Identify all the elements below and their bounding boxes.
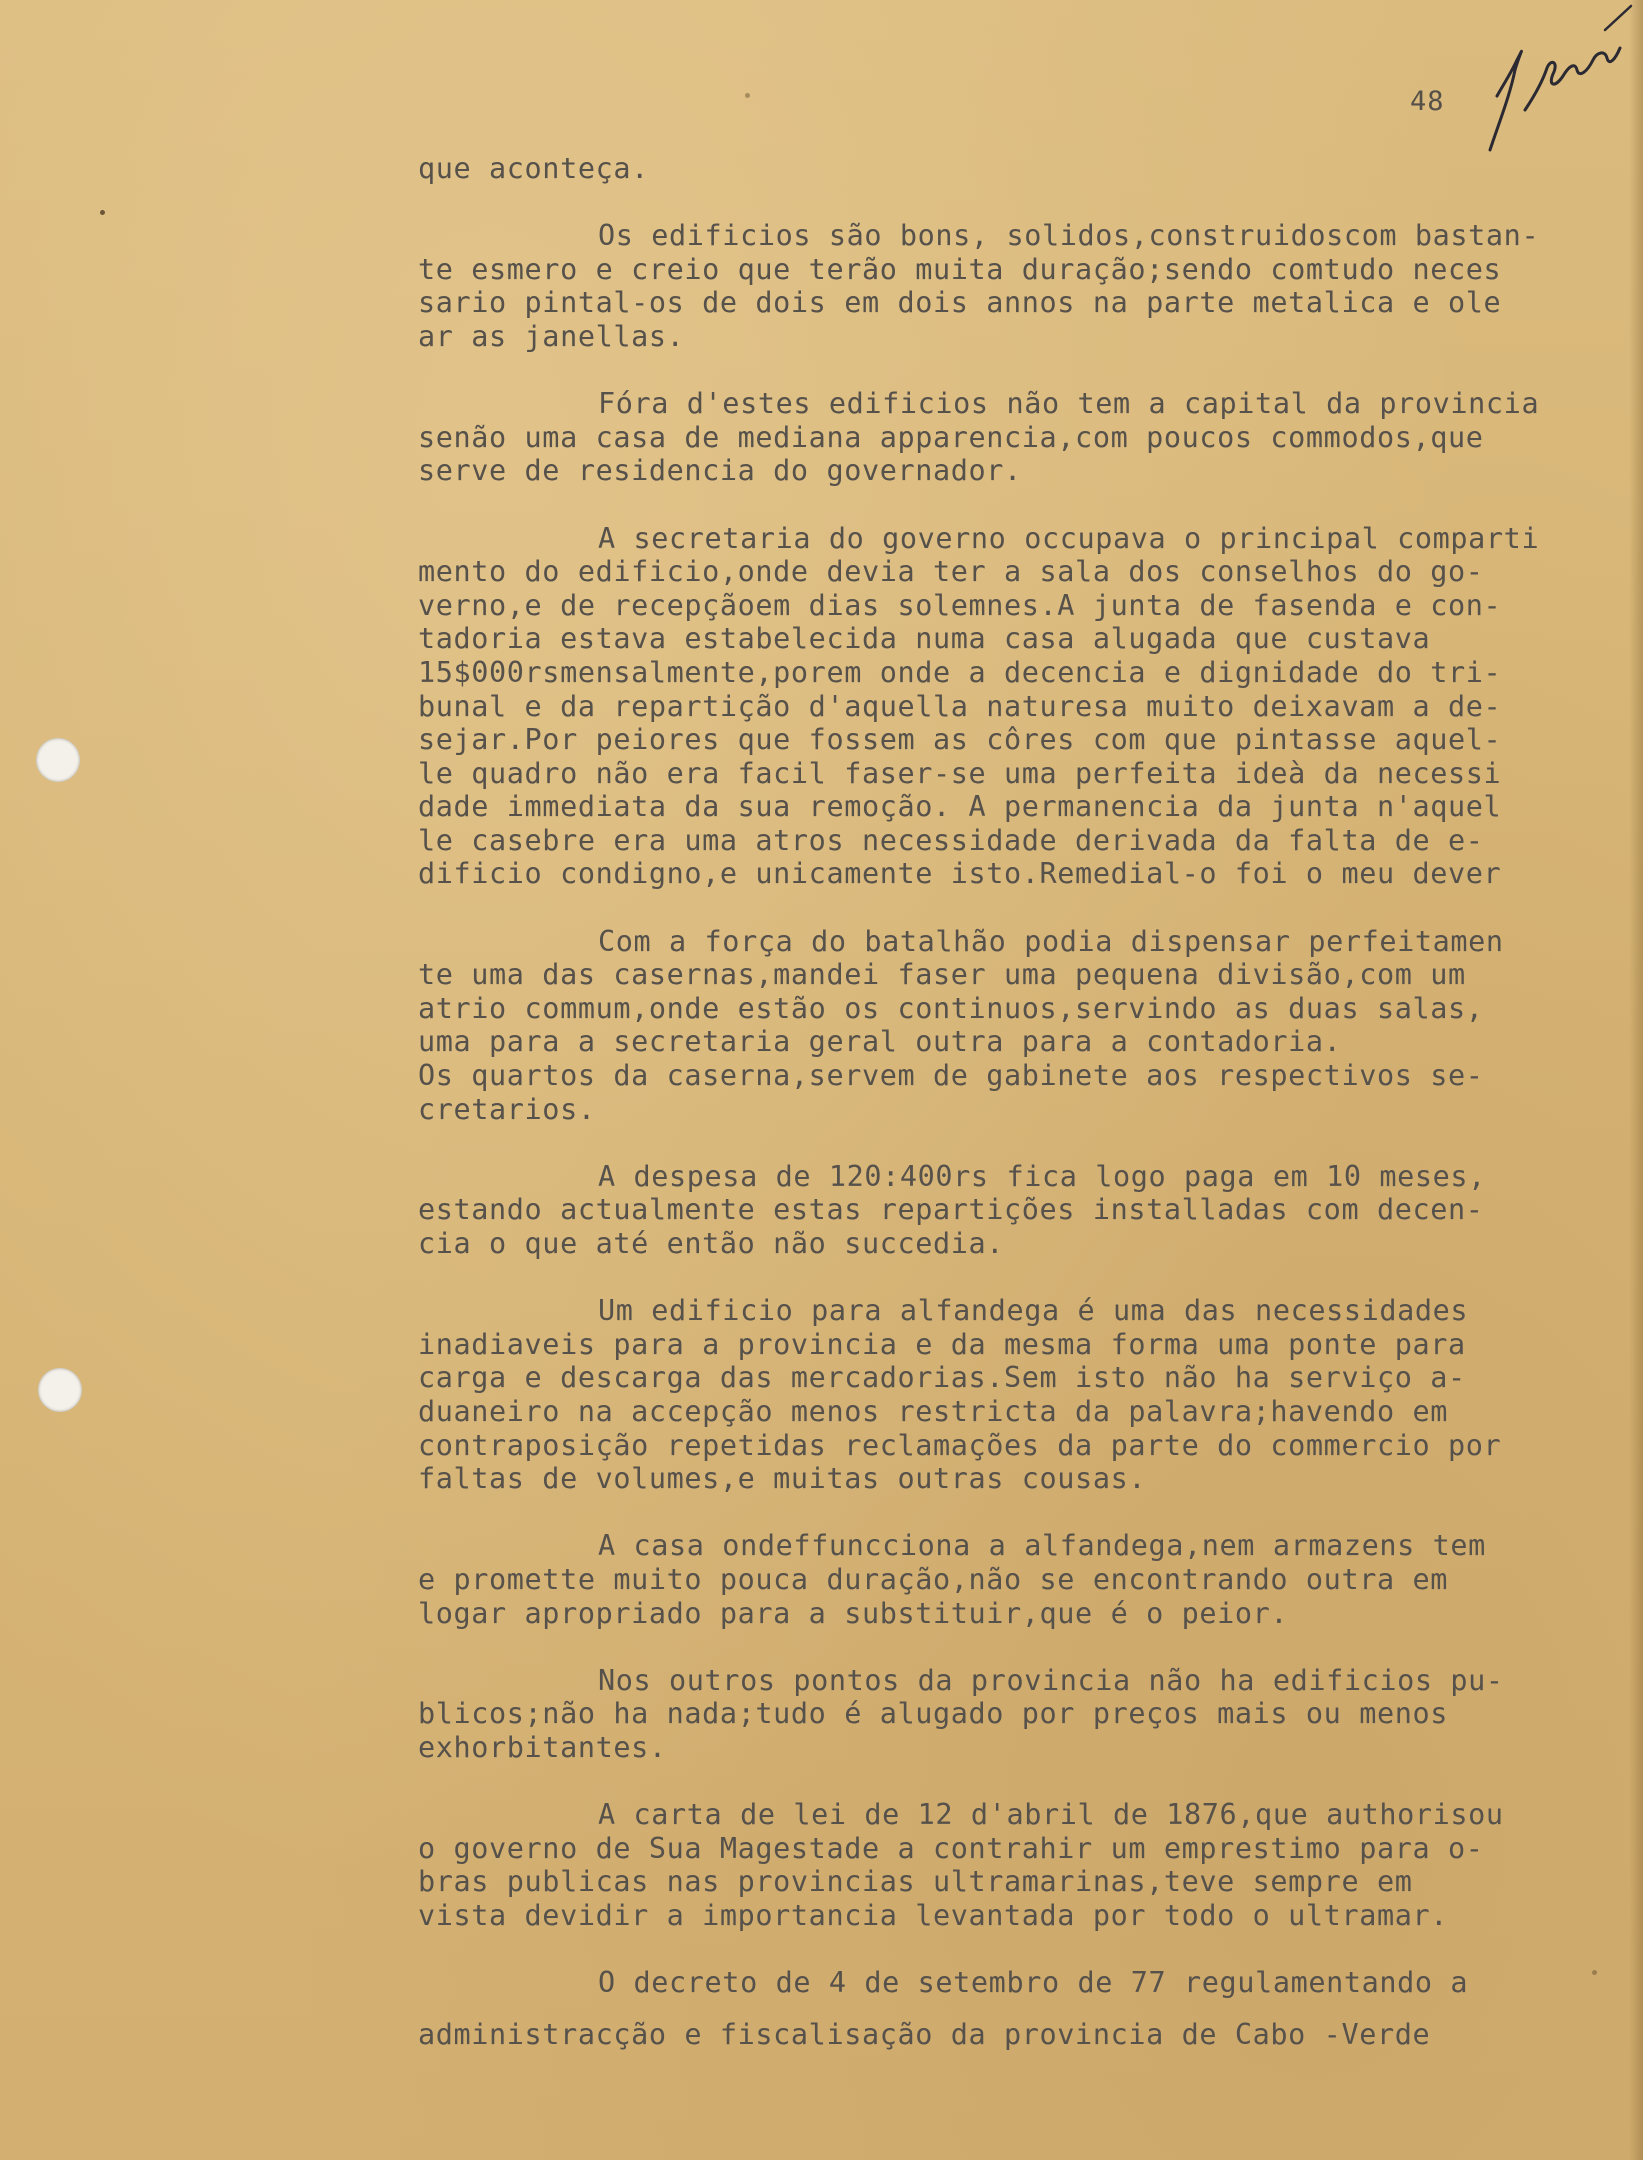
text-line: le quadro não era facil faser-se uma perfeita ideà da necessi	[418, 756, 1502, 790]
text-line: e promette muito pouca duração,não se encontrando outra em	[418, 1562, 1448, 1596]
paragraph	[418, 1664, 1633, 1765]
text-line: Um edificio para alfandega é uma das necessidades	[598, 1294, 1469, 1328]
text-line: duaneiro na accepção menos restricta da palavra;havendo em	[418, 1394, 1448, 1428]
text-line: dificio condigno,e unicamente isto.Remedial-o foi o meu dever	[418, 857, 1502, 891]
text-line: A carta de lei de 12 d'abril de 1876,que authorisou	[598, 1798, 1504, 1832]
text-line: dade immediata da sua remoção. A permanencia da junta n'aquel	[418, 790, 1502, 824]
text-line: carga e descarga das mercadorias.Sem isto não ha serviço a-	[418, 1361, 1466, 1395]
text-line: bras publicas nas provincias ultramarinas,teve sempre em	[418, 1865, 1413, 1899]
text-line: Com a força do batalhão podia dispensar perfeitamen	[598, 924, 1504, 958]
text-line: A despesa de 120:400rs fica logo paga em 10 meses,	[598, 1159, 1486, 1193]
text-line: atrio commum,onde estão os continuos,servindo as duas salas,	[418, 991, 1484, 1025]
paper-speck	[745, 93, 750, 98]
paragraph	[418, 152, 1633, 186]
text-line: A casa ondeffuncciona a alfandega,nem armazens tem	[598, 1529, 1486, 1563]
paragraph	[418, 1966, 1633, 2000]
text-line: Os edificios são bons, solidos,construidoscom bastan-	[598, 219, 1540, 253]
text-line: cia o que até então não succedia.	[418, 1227, 1005, 1260]
text-line: faltas de volumes,e muitas outras cousas.	[418, 1462, 1147, 1496]
paragraph	[418, 1160, 1633, 1261]
text-line: Os quartos da caserna,servem de gabinete aos respectivos se-	[418, 1059, 1484, 1093]
text-line: cretarios.	[418, 1092, 596, 1126]
text-line: mento do edificio,onde devia ter a sala dos conselhos do go-	[418, 555, 1484, 589]
paragraph	[418, 219, 1633, 353]
text-line: senão uma casa de mediana apparencia,com poucos commodos,que	[418, 420, 1484, 454]
text-line: 15$000rsmensalmente,porem onde a decencia e dignidade do tri-	[418, 655, 1502, 689]
paragraph	[418, 522, 1633, 892]
handwritten-signature	[1455, 0, 1635, 170]
paragraph	[418, 1294, 1633, 1496]
text-line: contraposição repetidas reclamações da parte do commercio por	[418, 1428, 1502, 1462]
text-line: sario pintal-os de dois em dois annos na parte metalica e ole	[418, 286, 1502, 320]
text-line: exhorbitantes.	[418, 1730, 667, 1764]
page-number: 48	[1410, 86, 1445, 117]
text-line: logar apropriado para a substituir,que é o peior.	[418, 1596, 1289, 1630]
typed-body-text	[418, 152, 1633, 2033]
punch-hole-bottom	[38, 1368, 82, 1412]
text-line: Nos outros pontos da provincia não ha edificios pu-	[598, 1663, 1504, 1697]
text-line: blicos;não ha nada;tudo é alugado por preços mais ou menos	[418, 1697, 1448, 1731]
text-line: vista devidir a importancia levantada por todo o ultramar.	[418, 1898, 1448, 1932]
paper-speck	[100, 210, 105, 215]
text-line: uma para a secretaria geral outra para a contadoria.	[418, 1025, 1342, 1059]
text-line: O decreto de 4 de setembro de 77 regulamentando a	[598, 1966, 1469, 2000]
paragraph	[418, 1798, 1633, 1932]
text-line: tadoria estava estabelecida numa casa alugada que custava	[418, 622, 1431, 656]
punch-hole-top	[36, 738, 80, 782]
text-line: o governo de Sua Magestade a contrahir um emprestimo para o-	[418, 1831, 1484, 1865]
text-line: sejar.Por peiores que fossem as côres com que pintasse aquel-	[418, 723, 1502, 757]
text-line: Fóra d'estes edificios não tem a capital da provincia	[598, 387, 1540, 421]
final-text-line: administracção e fiscalisação da provincia de Cabo -Verde	[418, 2018, 1431, 2051]
text-line: inadiaveis para a provincia e da mesma forma uma ponte para	[418, 1327, 1466, 1361]
text-line: te uma das casernas,mandei faser uma pequena divisão,com um	[418, 958, 1466, 992]
paragraph	[418, 1529, 1633, 1630]
text-line: serve de residencia do governador.	[418, 454, 1022, 488]
text-line: A secretaria do governo occupava o principal comparti	[598, 521, 1540, 555]
text-line: estando actualmente estas repartições installadas com decen-	[418, 1193, 1484, 1227]
paragraph	[418, 925, 1633, 1127]
text-line: verno,e de recepçãoem dias solemnes.A junta de fasenda e con-	[418, 588, 1502, 622]
text-line: que aconteça.	[418, 152, 649, 185]
paragraph	[418, 387, 1633, 488]
text-line: te esmero e creio que terão muita duração;sendo comtudo neces	[418, 252, 1502, 286]
text-line: ar as janellas.	[418, 319, 685, 353]
text-line: bunal e da repartição d'aquella naturesa muito deixavam a de-	[418, 689, 1502, 723]
text-line: le casebre era uma atros necessidade derivada da falta de e-	[418, 823, 1484, 857]
